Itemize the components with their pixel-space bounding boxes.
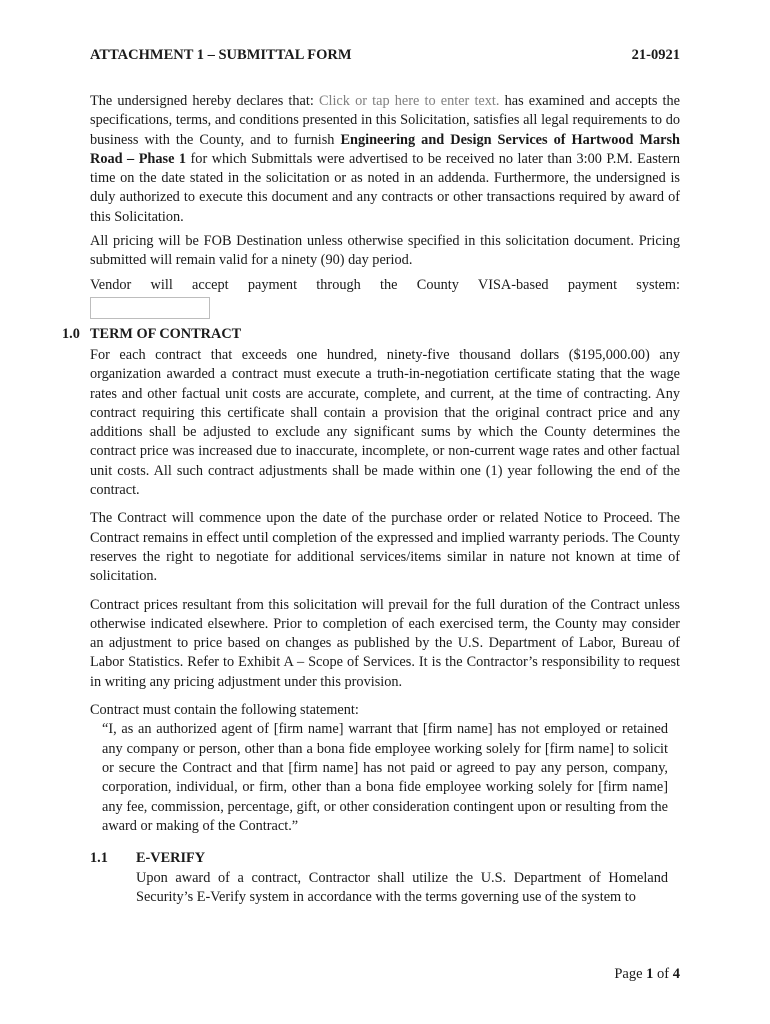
section-1-0-heading	[62, 326, 241, 343]
visa-label: Vendor will accept payment through the County VISA-based payment system:	[90, 276, 680, 293]
current-page: 1	[646, 966, 654, 982]
section-1-1-heading	[90, 850, 205, 867]
total-pages: 4	[672, 966, 680, 982]
section-number: 1.0	[62, 326, 80, 342]
subsection-title: E-VERIFY	[136, 850, 206, 866]
section-title: TERM OF CONTRACT	[90, 326, 242, 342]
visa-paragraph	[90, 276, 680, 295]
section-1-0-body	[90, 346, 680, 836]
attachment-title: ATTACHMENT 1 – SUBMITTAL FORM	[90, 47, 352, 63]
e-verify-paragraph: Upon award of a contract, Contractor shall utilize the U.S. Department of Homeland Security’s E-Verify system in accordance with the terms governing use of the system to	[136, 870, 668, 906]
truth-in-negotiation-paragraph: For each contract that exceeds one hundred, ninety-five thousand dollars ($195,000.00) any organization awarded a contract must execute a truth-in-negotiation certificate stating that the wage rates and other factual unit costs are accurate, complete, and current, at the time of contracting. Any contract requiring this certificate shall contain a provision that the original contract price and any additions shall be adjusted to exclude any significant sums by which the County determines the contract price was increased due to inaccurate, incomplete, or non-current wage rates and other factual unit costs. All such contract adjustments shall be made within one (1) year following the end of the contract.	[90, 347, 680, 499]
warranty-statement: “I, as an authorized agent of [firm name] warrant that [firm name] has not employed or retained any company or person, other than a bona fide employee working solely for [firm name] to solicit or secure the Contract and that [firm name] has not paid or agreed to pay any person, company, corporation, individual, or firm, other than a bona fide employee working solely for [firm name] any fee, commission, percentage, gift, or other consideration contingent upon or resulting from the award or making of the Contract.”	[102, 721, 668, 834]
subsection-number: 1.1	[90, 850, 108, 866]
visa-acceptance-field[interactable]	[90, 297, 210, 319]
contract-commencement-paragraph: The Contract will commence upon the date of the purchase order or related Notice to Proceed. The Contract remains in effect until completion of the expressed and implied warranty periods. The County reserves the right to negotiate for additional services/items similar in nature not known at time of solicitation.	[90, 510, 680, 585]
declaration-paragraph: The undersigned hereby declares that: Click or tap here to enter text. has examined and accepts the specifications, terms, and conditions presented in this Solicitation, satisfies all legal requirements to do business with the County, and to furnish Engineering and Design Services of Hartwood Marsh Road – Phase 1 for which Submittals were advertised to be received no later than 3:00 P.M. Eastern time on the date stated in the solicitation or as noted in an addenda. Furthermore, the undersigned is duly authorized to execute this document and any contracts or other transactions required by award of this Solicitation.	[90, 93, 680, 225]
intro-block	[90, 92, 680, 319]
pricing-paragraph: All pricing will be FOB Destination unless otherwise specified in this solicitation document. Pricing submitted will remain valid for a ninety (90) day period.	[90, 233, 680, 269]
service-name: Engineering and Design Services of Hartwood Marsh Road – Phase 1	[90, 131, 680, 167]
solicitation-number: 21-0921	[631, 47, 680, 63]
section-1-1-body	[136, 869, 668, 913]
statement-intro: Contract must contain the following statement:	[90, 702, 359, 719]
page-footer: Page 1 of 4	[614, 966, 680, 982]
price-adjustment-paragraph: Contract prices resultant from this solicitation will prevail for the full duration of the Contract unless otherwise indicated elsewhere. Prior to completion of each exercised term, the County may consider an adjustment to price based on changes as published by the U.S. Department of Labor, Bureau of Labor Statistics. Refer to Exhibit A – Scope of Services. It is the Contractor’s responsibility to request in writing any pricing adjustment under this provision.	[90, 596, 680, 690]
vendor-name-field[interactable]: Click or tap here to enter text.	[318, 93, 500, 109]
